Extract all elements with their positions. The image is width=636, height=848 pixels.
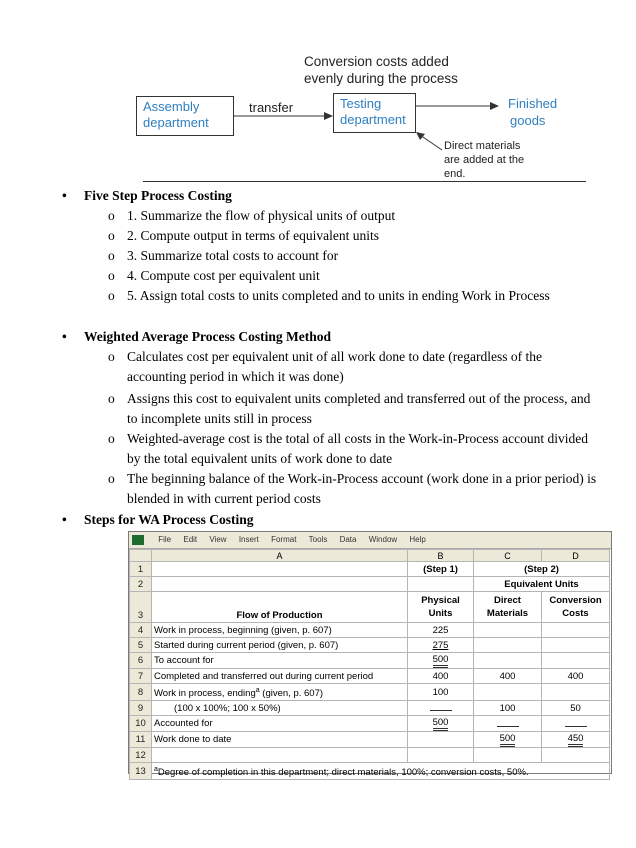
cell-value: 500 xyxy=(433,717,449,731)
sub-bullet: o xyxy=(108,228,115,243)
row-header[interactable]: 7 xyxy=(130,669,152,684)
cell[interactable]: (Step 1) xyxy=(408,562,474,577)
menu-format[interactable]: Format xyxy=(271,535,297,544)
cell[interactable] xyxy=(152,577,408,592)
cell[interactable]: 400 xyxy=(474,669,542,684)
menu-help[interactable]: Help xyxy=(409,535,426,544)
footnote-text: Degree of completion in this department; direct materials, 100%; conversion costs, 50%. xyxy=(157,767,529,779)
item-text: 1. Summarize the flow of physical units of output xyxy=(127,208,396,223)
cell[interactable]: To account for xyxy=(152,653,408,669)
column-header[interactable]: C xyxy=(474,550,542,562)
sub-bullet: o xyxy=(108,288,115,303)
cell[interactable] xyxy=(152,748,408,763)
cell[interactable] xyxy=(408,653,474,669)
footnote-mark: a xyxy=(154,766,158,774)
sub-bullet: o xyxy=(108,268,115,283)
footnote-mark: a xyxy=(255,687,260,694)
cell[interactable] xyxy=(474,638,542,653)
cell[interactable] xyxy=(152,684,408,701)
box-line: Testing xyxy=(340,96,382,111)
table-row xyxy=(130,732,610,748)
sub-bullet: o xyxy=(108,349,115,364)
row-header[interactable]: 6 xyxy=(130,653,152,669)
table-row xyxy=(130,763,610,780)
cell[interactable]: 50 xyxy=(542,701,610,716)
cell-value: Work in process, ending xyxy=(154,688,256,700)
note-line: Conversion costs added xyxy=(304,54,449,69)
cell[interactable]: Started during current period (given, p. 607) xyxy=(152,638,408,653)
table-row xyxy=(130,748,610,763)
heading-text: Steps for WA Process Costing xyxy=(84,512,254,527)
spreadsheet-grid xyxy=(129,549,610,780)
finished-line: Finished xyxy=(508,96,558,111)
table-row xyxy=(130,653,610,669)
row-header[interactable]: 9 xyxy=(130,701,152,716)
cell[interactable]: (100 x 100%; 100 x 50%) xyxy=(152,701,408,716)
cell[interactable] xyxy=(542,732,610,748)
cell-line: Materials xyxy=(486,608,529,619)
cell[interactable]: Completed and transferred out during current period xyxy=(152,669,408,684)
underline-rule xyxy=(497,717,519,727)
cell[interactable] xyxy=(408,577,474,592)
transfer-arrow xyxy=(234,108,334,122)
sub-bullet: o xyxy=(108,431,115,446)
cell[interactable] xyxy=(408,716,474,732)
heading-text: Weighted Average Process Costing Method xyxy=(84,329,331,344)
bullet: • xyxy=(62,188,67,203)
column-header-row xyxy=(130,550,610,562)
sub-bullet: o xyxy=(108,471,115,486)
excel-icon xyxy=(132,535,144,545)
cell-value: (given, p. 607) xyxy=(259,688,324,700)
cell[interactable] xyxy=(474,732,542,748)
cell[interactable] xyxy=(542,684,610,701)
row-header[interactable]: 1 xyxy=(130,562,152,577)
note-line: are added at the xyxy=(444,154,525,166)
column-header[interactable]: B xyxy=(408,550,474,562)
row-header[interactable]: 13 xyxy=(130,763,152,780)
cell[interactable] xyxy=(408,748,474,763)
finished-line: goods xyxy=(510,113,546,128)
cell[interactable] xyxy=(408,701,474,716)
note-line: Direct materials xyxy=(444,140,521,152)
cell-value: 500 xyxy=(433,654,449,668)
cell-line: Conversion xyxy=(549,595,602,606)
cell[interactable]: Work done to date xyxy=(152,732,408,748)
row-header[interactable]: 8 xyxy=(130,684,152,701)
assembly-department-box xyxy=(136,96,234,136)
table-row xyxy=(130,716,610,732)
corner-cell xyxy=(130,550,152,562)
table-row xyxy=(130,623,610,638)
cell[interactable] xyxy=(474,653,542,669)
sub-bullet: o xyxy=(108,208,115,223)
menu-edit[interactable]: Edit xyxy=(183,535,198,544)
table-row xyxy=(130,638,610,653)
item-text: 4. Compute cost per equivalent unit xyxy=(127,268,320,283)
cell[interactable] xyxy=(408,592,474,623)
item-text: 5. Assign total costs to units completed and to units in ending Work in Process xyxy=(127,288,550,303)
row-header[interactable]: 10 xyxy=(130,716,152,732)
table-row xyxy=(130,684,610,701)
menu-file[interactable]: File xyxy=(158,535,172,544)
row-header[interactable]: 11 xyxy=(130,732,152,748)
cell[interactable]: (Step 2) xyxy=(474,562,610,577)
table-row xyxy=(130,577,610,592)
cell-line: Units xyxy=(428,608,453,619)
cell[interactable] xyxy=(474,623,542,638)
menu-data[interactable]: Data xyxy=(339,535,357,544)
cell[interactable] xyxy=(542,592,610,623)
footnote-cell[interactable] xyxy=(152,763,610,780)
cell[interactable]: Equivalent Units xyxy=(474,577,610,592)
finished-arrow xyxy=(416,99,500,113)
finished-goods-label xyxy=(508,95,557,129)
cell[interactable]: 100 xyxy=(408,684,474,701)
cell[interactable] xyxy=(474,716,542,732)
cell[interactable]: 100 xyxy=(474,701,542,716)
row-header[interactable]: 4 xyxy=(130,623,152,638)
cell[interactable]: 400 xyxy=(408,669,474,684)
cell-line: Costs xyxy=(562,608,589,619)
diagram-divider xyxy=(143,181,586,182)
cell[interactable] xyxy=(474,592,542,623)
column-header[interactable]: A xyxy=(152,550,408,562)
cell-value: 450 xyxy=(568,733,584,747)
cell[interactable]: 275 xyxy=(408,638,474,653)
item-text: 3. Summarize total costs to account for xyxy=(127,248,339,263)
cell-line: Direct xyxy=(494,595,521,606)
transfer-label: transfer xyxy=(249,100,294,115)
note-line: evenly during the process xyxy=(304,71,458,86)
table-row xyxy=(130,592,610,623)
item-text: Weighted-average cost is the total of all costs in the Work-in-Process account divided by the total equivalent units of work done to date xyxy=(127,431,588,466)
sub-bullet: o xyxy=(108,391,115,406)
table-row xyxy=(130,562,610,577)
box-line: department xyxy=(340,112,406,127)
cell[interactable] xyxy=(542,653,610,669)
item-text: 2. Compute output in terms of equivalent units xyxy=(127,228,379,243)
cell[interactable]: Flow of Production xyxy=(152,592,408,623)
materials-arrow xyxy=(414,130,444,152)
item-text: The beginning balance of the Work-in-Process account (work done in a prior period) is blended in with current period costs xyxy=(127,471,597,506)
cell-value: 500 xyxy=(500,733,516,747)
note-line: end. xyxy=(444,168,466,180)
box-line: Assembly xyxy=(143,99,200,114)
cell[interactable] xyxy=(542,623,610,638)
cell[interactable]: 400 xyxy=(542,669,610,684)
cell-line: Physical xyxy=(421,595,460,606)
conversion-costs-note xyxy=(304,53,458,87)
heading-text: Five Step Process Costing xyxy=(84,188,232,203)
menu-view[interactable]: View xyxy=(209,535,227,544)
table-row xyxy=(130,701,610,716)
testing-department-box xyxy=(333,93,416,133)
menu-window[interactable]: Window xyxy=(368,535,398,544)
cell[interactable] xyxy=(542,638,610,653)
row-header[interactable]: 3 xyxy=(130,592,152,623)
row-header[interactable]: 5 xyxy=(130,638,152,653)
item-text: Calculates cost per equivalent unit of all work done to date (regardless of the accounting period in which it was done) xyxy=(127,349,542,384)
cell[interactable] xyxy=(542,748,610,763)
cell[interactable]: Accounted for xyxy=(152,716,408,732)
cell[interactable]: 225 xyxy=(408,623,474,638)
bullet: • xyxy=(62,329,67,344)
cell[interactable] xyxy=(474,684,542,701)
table-row xyxy=(130,669,610,684)
bullet: • xyxy=(62,512,67,527)
column-header[interactable]: D xyxy=(542,550,610,562)
spreadsheet-menubar xyxy=(129,532,611,549)
menu-tools[interactable]: Tools xyxy=(308,535,328,544)
sub-bullet: o xyxy=(108,248,115,263)
item-text: Assigns this cost to equivalent units completed and transferred out of the process, and to incomplete units still in process xyxy=(127,391,591,426)
cell[interactable] xyxy=(474,748,542,763)
underline-rule xyxy=(565,717,587,727)
spreadsheet xyxy=(128,531,612,779)
underline-rule xyxy=(430,701,452,711)
cell[interactable] xyxy=(152,562,408,577)
row-header[interactable]: 2 xyxy=(130,577,152,592)
cell[interactable]: Work in process, beginning (given, p. 607) xyxy=(152,623,408,638)
cell[interactable] xyxy=(408,732,474,748)
menu-insert[interactable]: Insert xyxy=(238,535,259,544)
direct-materials-note xyxy=(444,139,524,181)
cell[interactable] xyxy=(542,716,610,732)
box-line: department xyxy=(143,115,209,130)
row-header[interactable]: 12 xyxy=(130,748,152,763)
